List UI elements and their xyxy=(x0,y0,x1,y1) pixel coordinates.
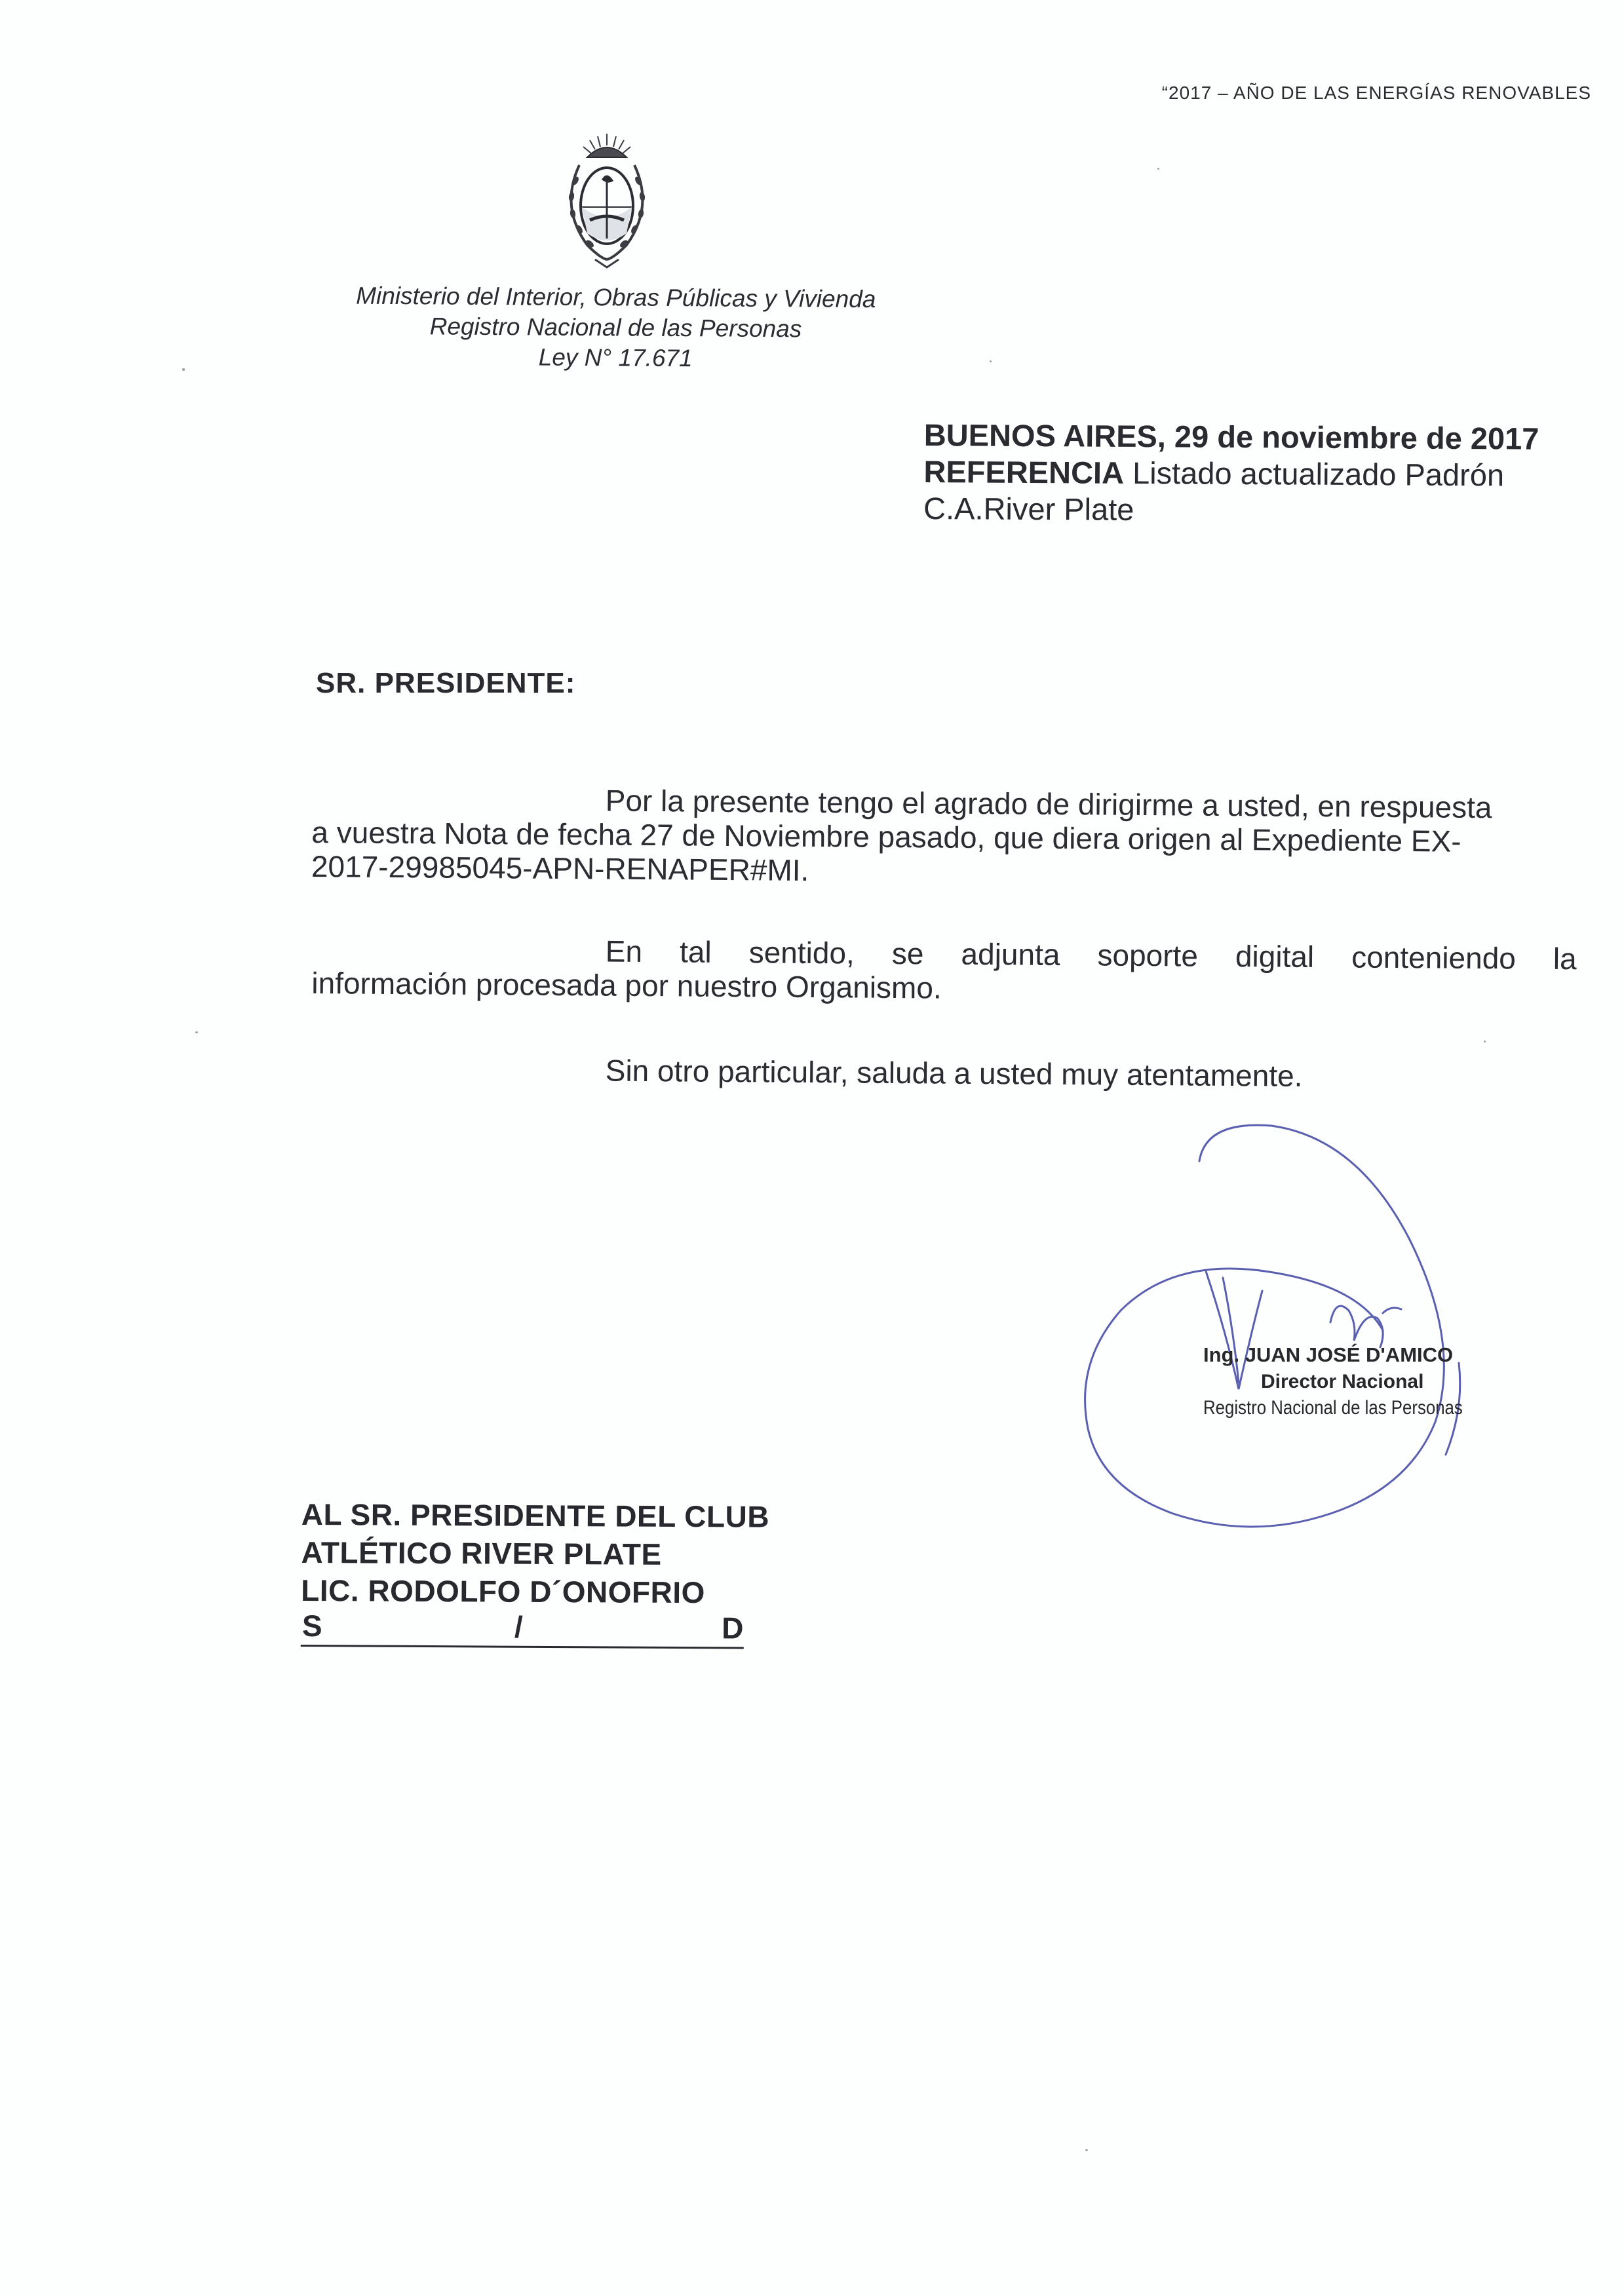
word: digital xyxy=(1235,939,1315,974)
word: sentido, xyxy=(748,935,855,970)
paragraph-1 xyxy=(311,781,1577,893)
addressee-block xyxy=(301,1495,769,1649)
ministry-name: Ministerio del Interior, Obras Públicas y Vivienda xyxy=(356,282,876,313)
signatory-organization: Registro Nacional de las Personas xyxy=(1203,1397,1463,1419)
sd-s: S xyxy=(301,1609,323,1643)
signatory-title: Director Nacional xyxy=(1261,1371,1424,1392)
word: adjunta xyxy=(961,936,1060,972)
paragraph-1-line-1: Por la presente tengo el agrado de dirigirme a usted, en respuesta xyxy=(605,783,1492,825)
year-motto: “2017 – AÑO DE LAS ENERGÍAS RENOVABLES xyxy=(1161,83,1591,103)
reference-label: REFERENCIA xyxy=(923,453,1125,490)
scan-speck xyxy=(1484,1041,1486,1043)
addressee-line-3: LIC. RODOLFO D´ONOFRIO xyxy=(301,1573,705,1610)
signatory-name: Ing. JUAN JOSÉ D'AMICO xyxy=(1203,1343,1454,1366)
scan-speck xyxy=(1085,2149,1088,2151)
argentina-coat-of-arms-icon xyxy=(541,128,672,275)
closing-line: Sin otro particular, saluda a usted muy atentamente. xyxy=(605,1053,1303,1093)
addressee-line-1: AL SR. PRESIDENTE DEL CLUB xyxy=(301,1497,770,1534)
registry-name: Registro Nacional de las Personas xyxy=(429,313,802,343)
paragraph-1-line-3: 2017-29985045-APN-RENAPER#MI. xyxy=(311,849,809,887)
sd-line xyxy=(301,1611,744,1649)
word: la xyxy=(1553,941,1577,976)
scan-speck xyxy=(182,368,185,371)
ministry-header xyxy=(301,280,931,375)
word: se xyxy=(891,936,924,971)
word: tal xyxy=(679,934,712,969)
scan-speck xyxy=(990,360,992,362)
dateline-city: BUENOS AIRES, xyxy=(923,417,1167,454)
scan-speck xyxy=(1157,168,1159,170)
reference-text: Listado actualizado Padrón xyxy=(1132,455,1505,493)
paragraph-3 xyxy=(312,1051,1577,1095)
sd-slash: / xyxy=(514,1609,524,1644)
law-number: Ley N° 17.671 xyxy=(538,343,693,372)
dateline xyxy=(923,417,1599,531)
paragraph-2 xyxy=(311,932,1577,1010)
salutation: SR. PRESIDENTE: xyxy=(316,667,576,699)
word: conteniendo xyxy=(1351,940,1517,976)
scan-speck xyxy=(195,1031,198,1033)
addressee-line-2: ATLÉTICO RIVER PLATE xyxy=(301,1535,662,1571)
signature-stamp xyxy=(1203,1343,1505,1419)
signature-block xyxy=(990,1114,1527,1625)
paragraph-1-line-2: a vuestra Nota de fecha 27 de Noviembre pasado, que diera origen al Expediente EX- xyxy=(311,814,1461,858)
reference-text-continued: C.A.River Plate xyxy=(923,490,1134,527)
sd-d: D xyxy=(722,1611,744,1645)
word: En xyxy=(605,934,643,968)
word: soporte xyxy=(1097,938,1199,973)
paragraph-2-line-2: información procesada por nuestro Organismo. xyxy=(311,965,942,1005)
dateline-date: 29 de noviembre de 2017 xyxy=(1174,419,1539,456)
